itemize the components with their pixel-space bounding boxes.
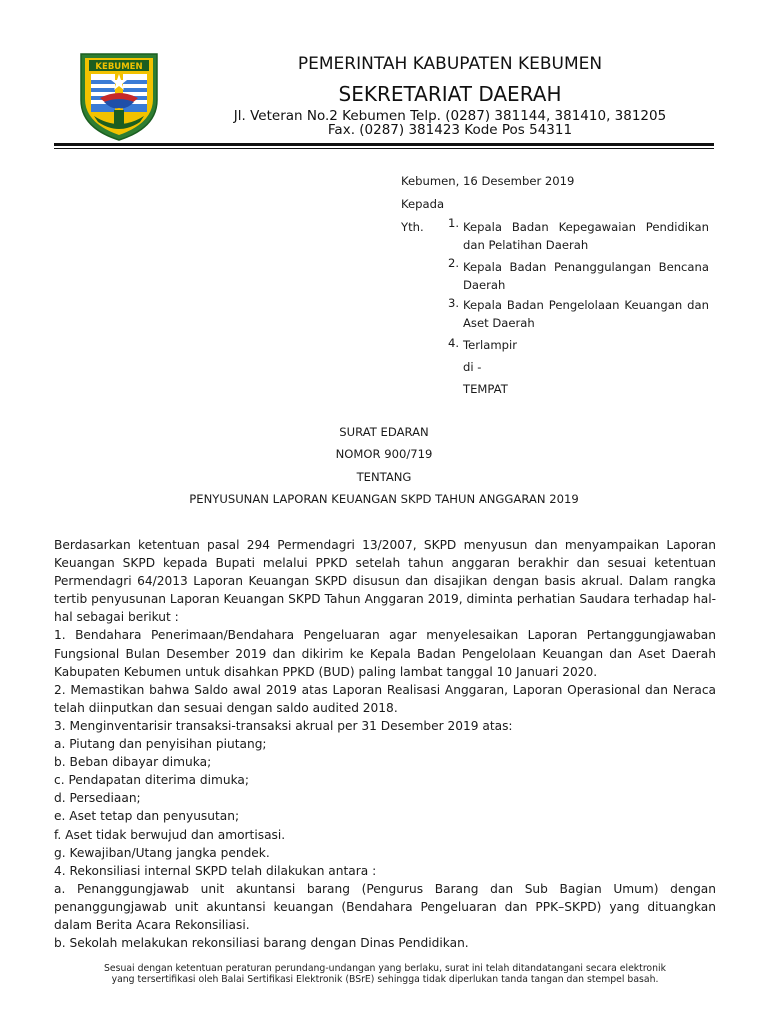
footer-line-1: Sesuai dengan ketentuan peraturan perundang-undangan yang berlaku, surat ini telah ditandatangani secara elektronik	[104, 963, 666, 974]
to-label: Kepada	[401, 197, 445, 211]
letter-date: Kebumen, 16 Desember 2019	[401, 174, 575, 188]
office-name: SEKRETARIAT DAERAH	[338, 82, 562, 106]
recipient-text: Kepala Badan Pengelolaan Keuangan dan Aset Daerah	[463, 298, 709, 330]
doc-number: NOMOR 900/719	[335, 447, 433, 461]
sub-list-item: a. Penanggungjawab unit akuntansi barang (Pengurus Barang dan Sub Bagian Umum) dengan penanggungjawab unit akuntansi keuangan (Bendahara Pengeluaran dan PPK–SKPD) yang dituangkan dalam Berita Acara Rekonsiliasi.	[54, 881, 716, 932]
sub-list-item: g. Kewajiban/Utang jangka pendek.	[54, 845, 270, 860]
recipient-number: 2.	[448, 256, 460, 270]
intro-paragraph: Berdasarkan ketentuan pasal 294 Permendagri 13/2007, SKPD menyusun dan menyampaikan Laporan Keuangan SKPD kepada Bupati melalui PPKD setelah tahun anggaran berakhir dan sesuai ketentuan Permendagri 64/2013 Laporan Keuangan SKPD disusun dan disajikan dengan basis akrual. Dalam rangka tertib penyusunan Laporan Keuangan SKPD Tahun Anggaran 2019, diminta perhatian Saudara terhadap hal-hal sebagai berikut :	[54, 538, 716, 625]
doc-type: SURAT EDARAN	[339, 425, 429, 439]
list-item: 1. Bendahara Penerimaan/Bendahara Pengeluaran agar menyelesaikan Laporan Pertanggungjawaban Fungsional Bulan Desember 2019 dan dikirim ke Kepala Badan Pengelolaan Keuangan dan Aset Daerah Kabupaten Kebumen untuk disahkan PPKD (BUD) paling lambat tanggal 10 Januari 2020.	[54, 628, 716, 679]
recipient-text: Kepala Badan Penanggulangan Bencana Daerah	[463, 260, 709, 292]
recipient-number: 1.	[448, 216, 460, 230]
doc-subject: PENYUSUNAN LAPORAN KEUANGAN SKPD TAHUN ANGGARAN 2019	[189, 492, 579, 506]
recipient-text: Kepala Badan Kepegawaian Pendidikan dan Pelatihan Daerah	[463, 220, 709, 252]
yth-label: Yth.	[401, 220, 424, 234]
place-label: TEMPAT	[463, 382, 508, 396]
list-item: 4. Rekonsiliasi internal SKPD telah dilakukan antara :	[54, 863, 377, 878]
sub-list-item: e. Aset tetap dan penyusutan;	[54, 809, 240, 824]
recipient-text: Terlampir	[463, 338, 517, 352]
sub-list-item: a. Piutang dan penyisihan piutang;	[54, 737, 267, 752]
list-item: 2. Memastikan bahwa Saldo awal 2019 atas Laporan Realisasi Anggaran, Laporan Operasional dan Neraca telah diinputkan dan sesuai dengan saldo audited 2018.	[54, 682, 716, 715]
doc-about-label: TENTANG	[356, 470, 412, 484]
address-line-2: Fax. (0287) 381423 Kode Pos 54311	[327, 122, 573, 138]
list-item: 3. Menginventarisir transaksi-transaksi akrual per 31 Desember 2019 atas:	[54, 718, 513, 733]
address-line-1: Jl. Veteran No.2 Kebumen Telp. (0287) 381144, 381410, 381205	[233, 108, 667, 124]
sub-list-item: c. Pendapatan diterima dimuka;	[54, 773, 249, 788]
sub-list-item: b. Beban dibayar dimuka;	[54, 755, 212, 770]
government-name: PEMERINTAH KABUPATEN KEBUMEN	[297, 54, 603, 74]
e-signature-note	[54, 964, 716, 985]
sub-list-item: f. Aset tidak berwujud dan amortisasi.	[54, 827, 286, 842]
sub-list-item: b. Sekolah melakukan rekonsiliasi barang dengan Dinas Pendidikan.	[54, 936, 469, 951]
letter-body	[54, 536, 716, 952]
di-label: di -	[463, 360, 482, 374]
recipient-number: 3.	[448, 296, 460, 310]
kebumen-emblem	[78, 52, 160, 142]
recipient-number: 4.	[448, 336, 460, 350]
footer-line-2: yang tersertifikasi oleh Balai Sertifikasi Elektronik (BSrE) sehingga tidak diperlukan tanda tangan dan stempel basah.	[111, 973, 659, 985]
emblem-text: KEBUMEN	[95, 62, 143, 72]
sub-list-item: d. Persediaan;	[54, 791, 141, 806]
header-rule-thick	[54, 143, 714, 146]
header-rule-thin	[54, 148, 714, 149]
